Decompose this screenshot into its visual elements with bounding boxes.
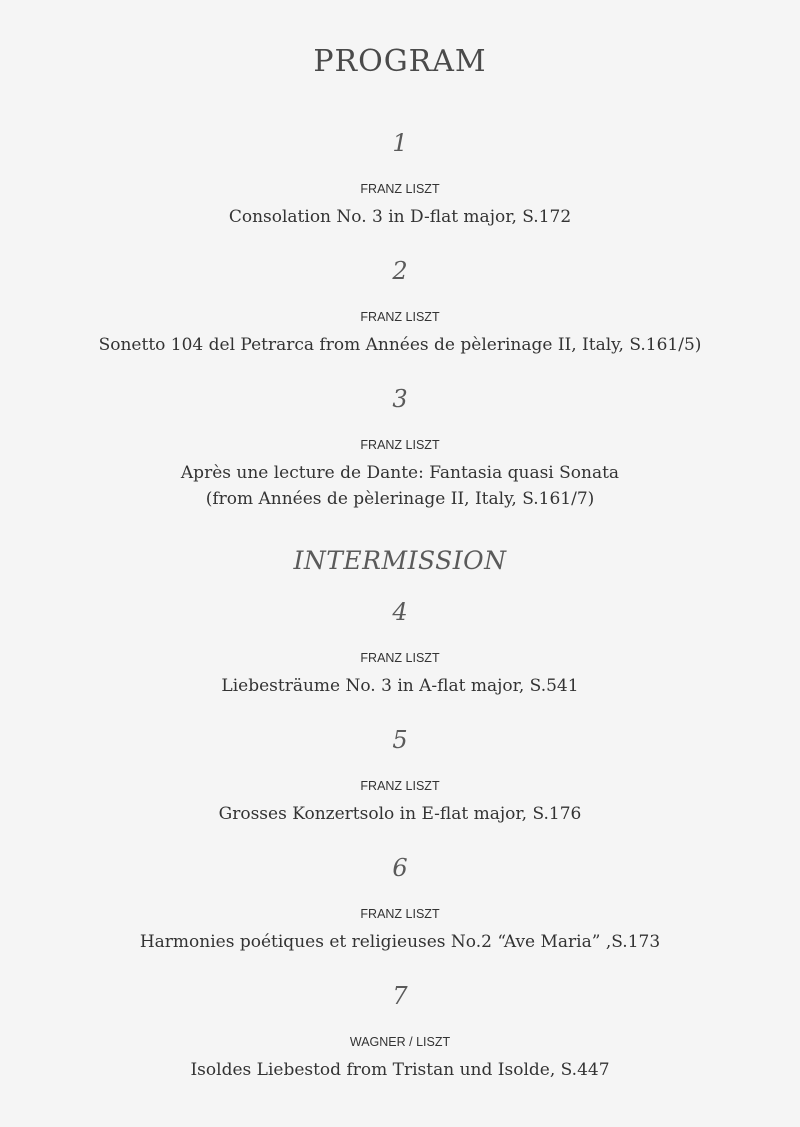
work-title (0, 460, 800, 512)
work-title (0, 673, 800, 699)
program-item (0, 384, 800, 512)
work-title-line: (from Années de pèlerinage II, Italy, S.161/7) (205, 489, 595, 509)
work-title-line: Isoldes Liebestod from Tristan und Isolde, S.447 (190, 1060, 610, 1080)
composer-name: FRANZ LISZT (360, 779, 440, 793)
item-number: 6 (392, 854, 408, 882)
page-title: PROGRAM (313, 44, 487, 79)
work-title-line: Consolation No. 3 in D-flat major, S.172 (228, 207, 572, 227)
composer-name: FRANZ LISZT (360, 651, 440, 665)
work-title-line: Liebesträume No. 3 in A-flat major, S.541 (221, 676, 579, 696)
program-item (0, 725, 800, 827)
item-number: 2 (392, 257, 408, 285)
composer-name: FRANZ LISZT (360, 907, 440, 921)
work-title (0, 332, 800, 358)
work-title-line: Grosses Konzertsolo in E-flat major, S.176 (218, 804, 582, 824)
program-item (0, 128, 800, 230)
composer-name: WAGNER / LISZT (349, 1035, 451, 1049)
composer-name: FRANZ LISZT (360, 310, 440, 324)
intermission-label: INTERMISSION (293, 546, 507, 575)
work-title-line: Harmonies poétiques et religieuses No.2 “Ave Maria” ,S.173 (139, 932, 661, 952)
item-number: 3 (392, 385, 408, 413)
work-title-line: Sonetto 104 del Petrarca from Années de pèlerinage II, Italy, S.161/5) (98, 335, 702, 355)
program-item (0, 256, 800, 358)
program-item (0, 981, 800, 1083)
composer-name: FRANZ LISZT (360, 182, 440, 196)
work-title (0, 204, 800, 230)
item-number: 1 (392, 129, 408, 157)
composer-name: FRANZ LISZT (360, 438, 440, 452)
work-title (0, 1057, 800, 1083)
item-number: 5 (392, 726, 408, 754)
work-title-line: Après une lecture de Dante: Fantasia quasi Sonata (180, 463, 620, 483)
item-number: 4 (392, 598, 408, 626)
program-item (0, 597, 800, 699)
work-title (0, 929, 800, 955)
program-item (0, 853, 800, 955)
work-title (0, 801, 800, 827)
item-number: 7 (392, 982, 408, 1010)
